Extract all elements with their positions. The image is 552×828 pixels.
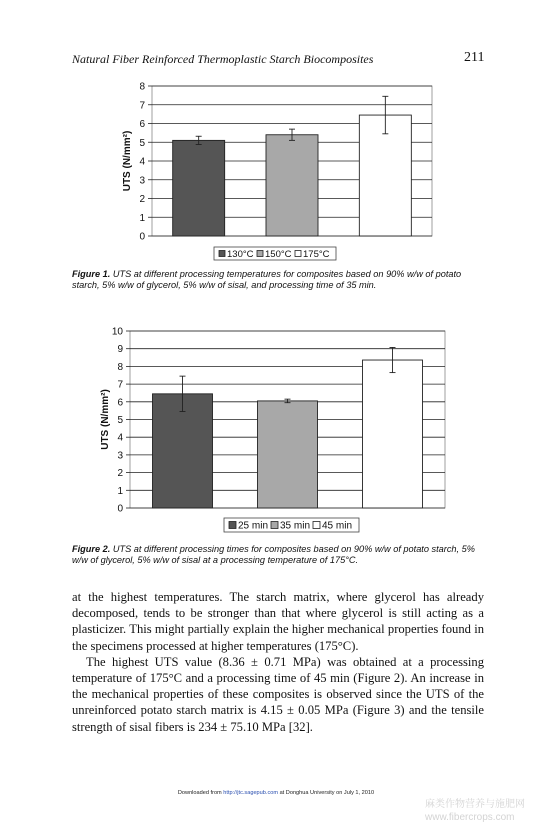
y-tick-label: 3 — [117, 450, 123, 462]
y-tick-label: 3 — [139, 175, 145, 187]
legend-label: 130°C — [227, 249, 254, 260]
bar — [266, 135, 318, 236]
figure-2-chart — [0, 320, 552, 540]
figure-1-label: Figure 1. — [72, 269, 111, 279]
y-tick-label: 9 — [117, 344, 123, 356]
legend-label: 175°C — [303, 249, 330, 260]
y-tick-label: 1 — [117, 485, 123, 497]
footer-link[interactable]: http://jtc.sagepub.com — [223, 790, 279, 796]
bar — [258, 401, 318, 508]
figure-1-caption-text: UTS at different processing temperatures for composites based on 90% w/w of potato starch, 5% w/w of glycerol, 5% w/w of sisal, and processing time of 35 min. — [72, 269, 462, 290]
running-header-title: Natural Fiber Reinforced Thermoplastic Starch Biocomposites — [72, 52, 374, 66]
y-tick-label: 6 — [139, 119, 145, 130]
legend-swatch — [229, 522, 236, 529]
body-text — [72, 589, 484, 735]
y-tick-label: 7 — [139, 100, 145, 112]
y-tick-label: 4 — [139, 156, 145, 168]
bar — [363, 360, 423, 508]
y-tick-label: 6 — [117, 397, 123, 409]
legend-swatch — [271, 522, 278, 529]
legend-swatch — [295, 251, 301, 257]
y-tick-label: 5 — [139, 137, 145, 149]
y-tick-label: 8 — [117, 361, 123, 373]
legend-swatch — [313, 522, 320, 529]
watermark-line-1: 麻类作物营养与施肥网 — [425, 799, 525, 810]
figure-1-chart — [0, 75, 552, 345]
legend-label: 25 min — [238, 520, 269, 532]
download-footer — [0, 790, 552, 796]
y-tick-label: 0 — [139, 231, 145, 243]
body-paragraph-1: at the highest temperatures. The starch matrix, where glycerol has already decomposed, tends to be stronger than that where glycerol is still acting as a plasticizer. This might partially explain the higher mechanical properties found in the specimens processed at higher temperatures (175°C). — [72, 590, 484, 653]
figure-2-caption-text: UTS at different processing times for composites based on 90% w/w of potato starch, 5% w/w of glycerol, 5% w/w of sisal at a processing temperature of 175°C. — [72, 544, 475, 565]
figure-2-label: Figure 2. — [72, 544, 111, 554]
watermark-line-2: www.fibercrops.com — [425, 812, 515, 823]
y-tick-label: 10 — [111, 326, 123, 338]
y-tick-label: 2 — [117, 468, 123, 480]
y-tick-label: 0 — [117, 503, 123, 515]
y-tick-label: 7 — [117, 379, 123, 391]
legend-swatch — [257, 251, 263, 257]
y-tick-label: 1 — [139, 212, 145, 224]
watermark — [425, 798, 525, 824]
bar — [173, 140, 225, 236]
y-axis-label: UTS (N/mm²) — [122, 130, 133, 192]
y-tick-label: 5 — [117, 415, 123, 426]
y-tick-label: 4 — [117, 432, 123, 444]
legend-label: 45 min — [322, 520, 353, 532]
legend-swatch — [219, 251, 225, 257]
body-paragraph-2: The highest UTS value (8.36 ± 0.71 MPa) was obtained at a processing temperature of 175°C and a processing time of 45 min (Figure 2). An increase in the mechanical properties of these composites is observed since the UTS of the unreinforced potato starch matrix is 4.15 ± 0.05 MPa (Figure 3) and the tensile strength of sisal fibers is 234 ± 75.10 MPa [32]. — [72, 654, 484, 734]
y-tick-label: 2 — [139, 194, 145, 205]
y-axis-label: UTS (N/mm²) — [100, 389, 111, 450]
y-tick-label: 8 — [139, 81, 145, 93]
figure-2-caption — [72, 544, 490, 566]
legend-label: 150°C — [265, 249, 292, 260]
footer-prefix: Downloaded from — [177, 790, 224, 796]
legend-label: 35 min — [280, 520, 311, 532]
footer-suffix: at Donghua University on July 1, 2010 — [278, 790, 375, 796]
figure-1-caption — [72, 269, 490, 291]
page-number: 211 — [464, 50, 485, 65]
